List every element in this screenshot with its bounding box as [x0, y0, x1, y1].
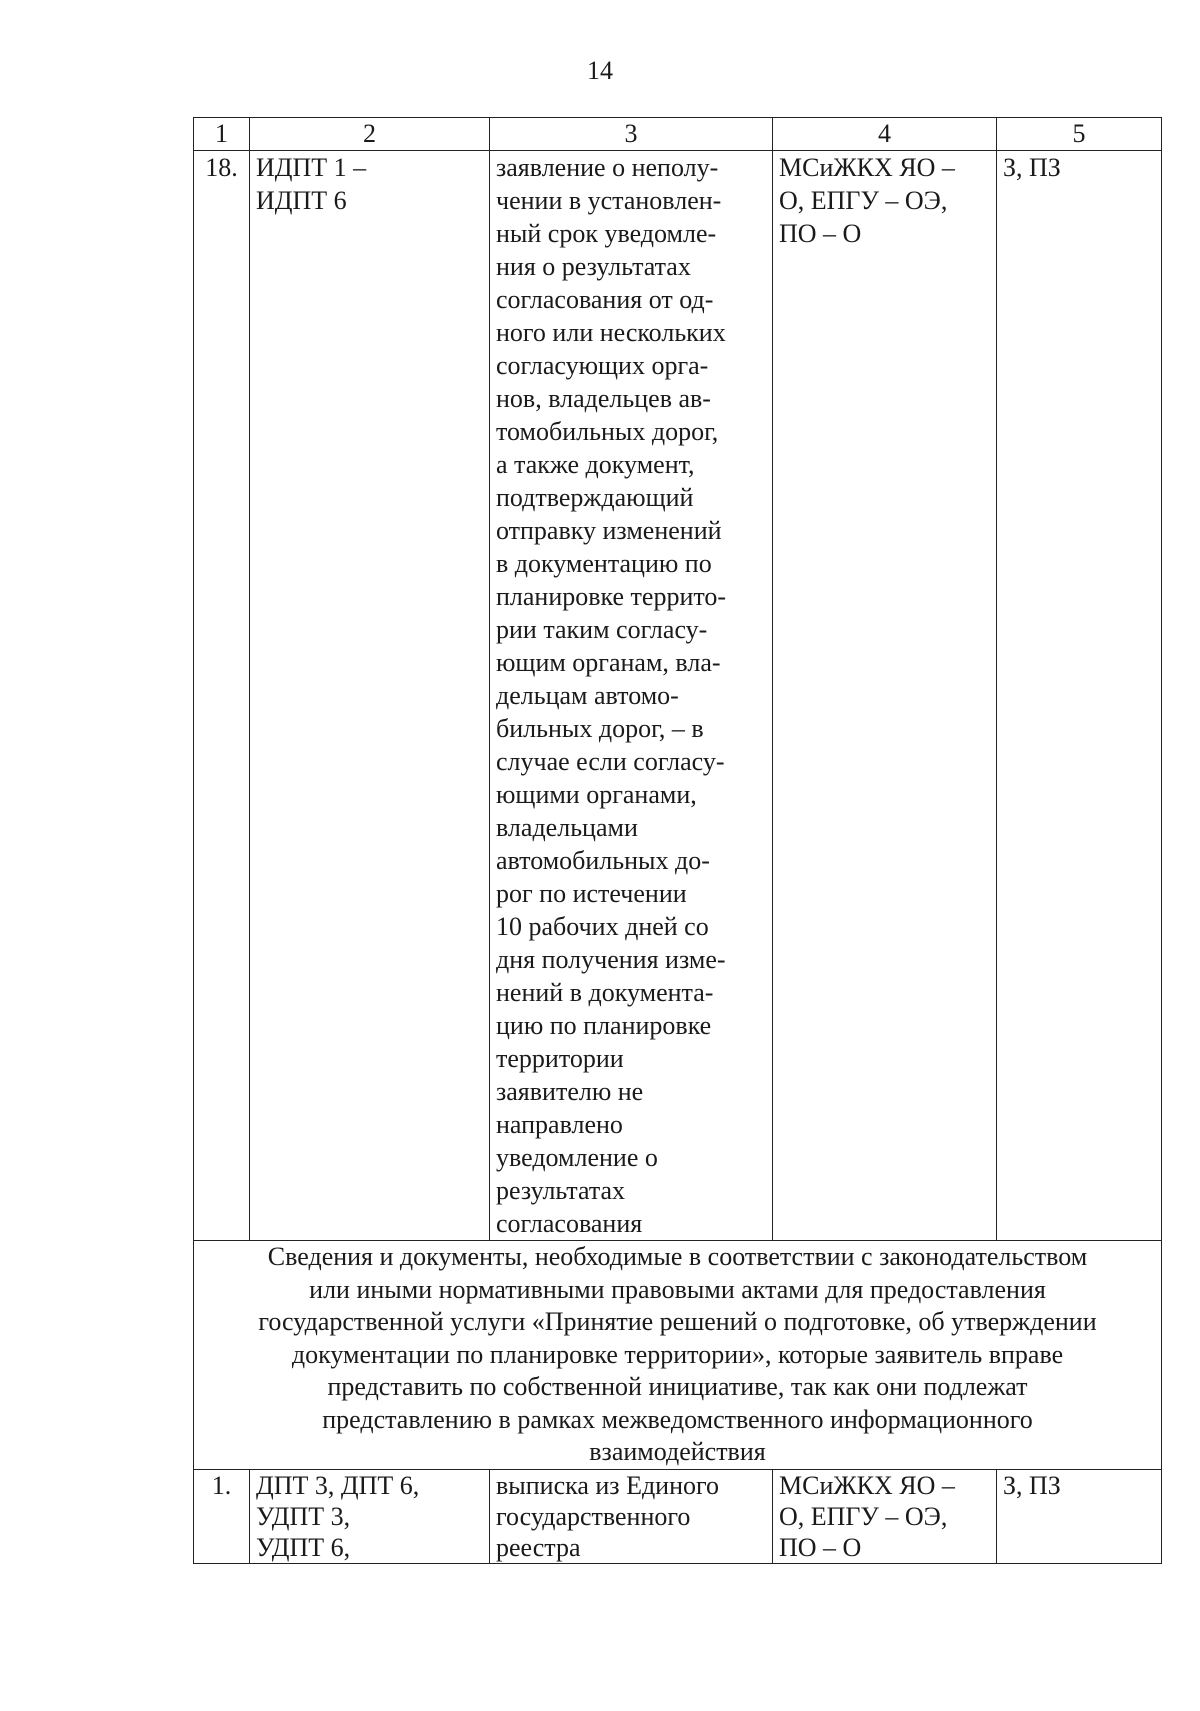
text-line: подтверждающий [496, 483, 694, 512]
column-header-2: 2 [250, 118, 490, 151]
submission-method-cell [773, 1469, 997, 1563]
text-line: заявление о неполу- [496, 153, 719, 182]
text-line: О, ЕПГУ – ОЭ, [779, 1501, 948, 1531]
text-line: ного или нескольких [496, 318, 726, 347]
document-table [193, 117, 1162, 1564]
text-line: МСиЖКХ ЯО – [779, 1470, 955, 1500]
text-line: рог по истечении [496, 879, 687, 908]
column-header-4: 4 [773, 118, 997, 151]
text-line: автомобильных до- [496, 846, 710, 875]
text-line: планировке террито- [496, 582, 727, 611]
text-line: уведомление о [496, 1143, 658, 1172]
row-number: 18. [194, 151, 250, 1241]
text-line: отправку изменений [496, 516, 722, 545]
text-line: случае если согласу- [496, 747, 725, 776]
text-line: ИДПТ 6 [256, 186, 347, 215]
text-line: представить по собственной инициативе, так как они подлежат [327, 1372, 1028, 1401]
text-line: в документацию по [496, 549, 712, 578]
table-header-row [194, 118, 1162, 151]
column-header-3: 3 [490, 118, 773, 151]
text-line: представлению в рамках межведомственного информационного [322, 1404, 1033, 1434]
text-line: согласующих орга- [496, 351, 709, 380]
text-line: ДПТ 3, ДПТ 6, [256, 1470, 420, 1500]
applicant-type-cell [997, 151, 1162, 1241]
text-line: 10 рабочих дней со [496, 912, 709, 941]
text-line: территории [496, 1044, 624, 1073]
text-line: а также документ, [496, 450, 695, 479]
text-line: результатах [496, 1176, 626, 1205]
document-codes-cell [250, 1469, 490, 1563]
text-line: согласования [496, 1209, 643, 1238]
text-line: согласования от од- [496, 285, 714, 314]
text-line: реестра [496, 1532, 581, 1562]
text-line: государственной услуги «Принятие решений о подготовке, об утверждении [258, 1307, 1097, 1336]
page-number: 14 [587, 56, 613, 85]
text-line: владельцами [496, 813, 638, 842]
text-line: нений в документа- [496, 978, 714, 1007]
document-codes-cell [250, 151, 490, 1241]
text-line: ющим органам, вла- [496, 648, 721, 677]
text-line: документации по планировке территории», которые заявитель вправе [291, 1339, 1064, 1369]
section-heading [194, 1241, 1162, 1470]
table-row-1 [194, 1469, 1162, 1563]
text-line: бильных дорог, – в [496, 714, 704, 743]
text-line: государственного [496, 1501, 691, 1531]
applicant-type-cell [997, 1469, 1162, 1563]
text-line: ПО – О [779, 1532, 862, 1562]
text-line: дня получения изме- [496, 945, 726, 974]
column-header-5: 5 [997, 118, 1162, 151]
text-line: выписка из Единого [496, 1470, 720, 1500]
text-line: МСиЖКХ ЯО – [779, 153, 955, 182]
text-line: ния о результатах [496, 252, 691, 281]
text-line: З, ПЗ [1003, 1470, 1061, 1500]
text-line: О, ЕПГУ – ОЭ, [779, 186, 948, 215]
text-line: ИДПТ 1 – [256, 153, 367, 182]
text-line: УДПТ 3, [256, 1501, 351, 1531]
text-line: томобильных дорог, [496, 417, 719, 446]
document-description-cell [490, 151, 773, 1241]
text-line: цию по планировке [496, 1011, 712, 1040]
column-header-1: 1 [194, 118, 250, 151]
document-description-cell [490, 1469, 773, 1563]
section-heading-row [194, 1241, 1162, 1470]
submission-method-cell [773, 151, 997, 1241]
text-line: направлено [496, 1110, 623, 1139]
text-line: заявителю не [496, 1077, 644, 1106]
text-line: взаимодействия [589, 1437, 766, 1466]
text-line: ПО – О [779, 219, 862, 248]
text-line: чении в установлен- [496, 186, 722, 215]
text-line: нов, владельцев ав- [496, 384, 711, 413]
text-line: дельцам автомо- [496, 681, 679, 710]
text-line: ный срок уведомле- [496, 219, 717, 248]
row-number: 1. [194, 1469, 250, 1563]
text-line: Сведения и документы, необходимые в соответствии с законодательством [267, 1242, 1088, 1271]
text-line: ющими органами, [496, 780, 697, 809]
text-line: УДПТ 6, [256, 1532, 351, 1562]
text-line: или иными нормативными правовыми актами для предоставления [309, 1274, 1046, 1304]
text-line: рии таким согласу- [496, 615, 708, 644]
table-row-18 [194, 151, 1162, 1241]
text-line: З, ПЗ [1003, 153, 1061, 182]
